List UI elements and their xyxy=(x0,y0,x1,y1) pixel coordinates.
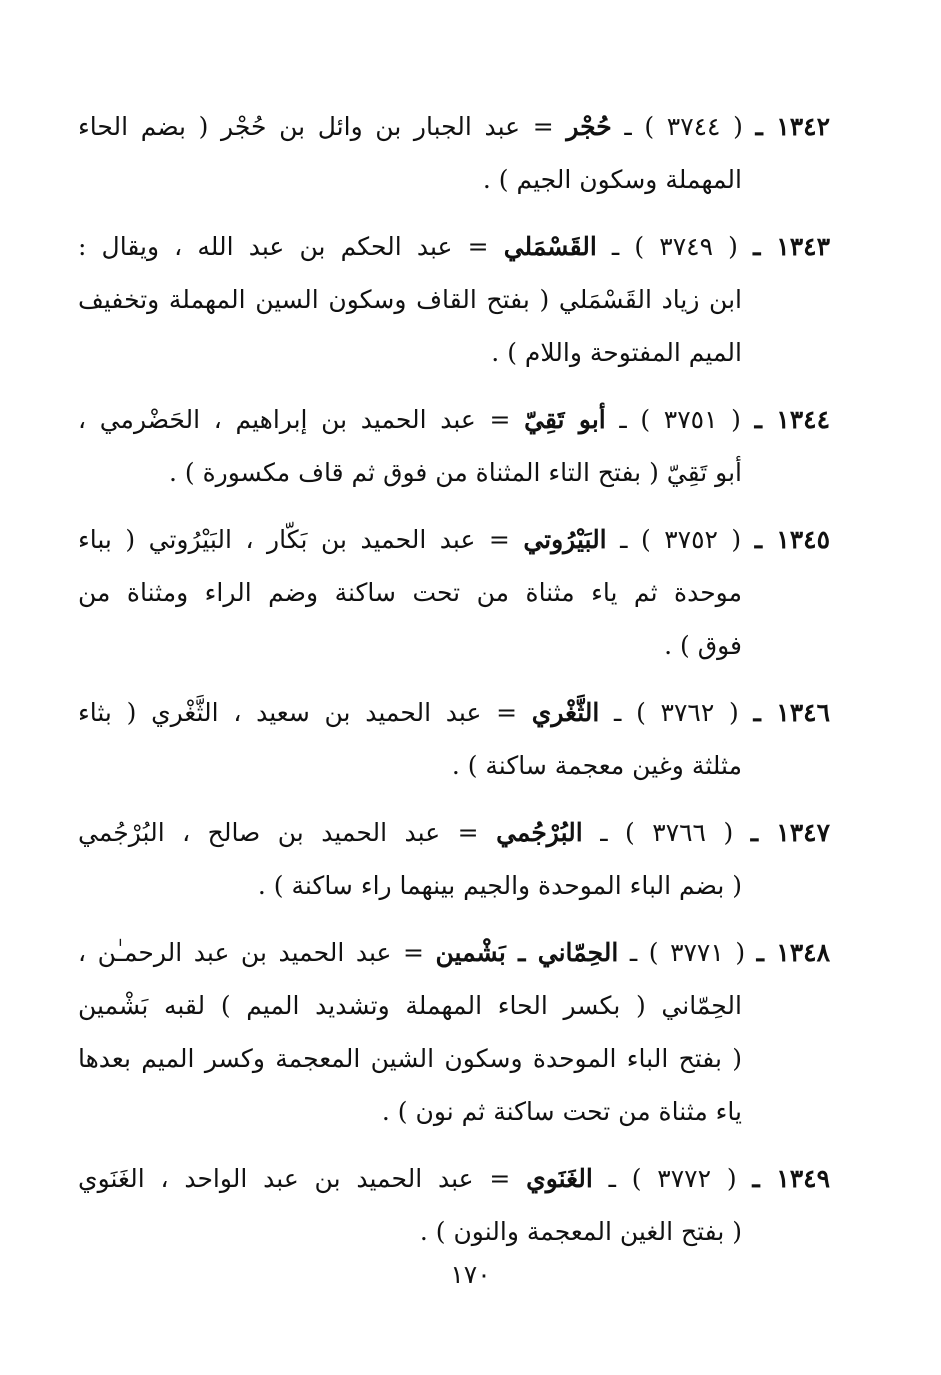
entry-1349 xyxy=(78,1152,830,1258)
entry-text: = عبد الحميد بن بَكّار ، البَيْرُوتي ( بباء xyxy=(78,525,524,554)
entry-first-line xyxy=(78,926,830,979)
entry-text: = عبد الحميد بن سعيد ، الثَّغْري ( بثاء xyxy=(78,698,532,727)
entry-reference: ( ٣٧٦٦ ) ـ xyxy=(582,818,751,847)
entry-reference: ( ٣٧٥١ ) ـ xyxy=(605,405,755,434)
entry-title: حُجْر xyxy=(566,112,612,141)
entry-continuation: الحِمّاني ( بكسر الحاء المهملة وتشديد الميم ) لقبه بَشْمين xyxy=(78,991,742,1020)
entry-1346 xyxy=(78,686,830,792)
entry-number: ١٣٤٢ ـ xyxy=(755,112,830,141)
entry-continuation: فوق ) . xyxy=(664,631,742,660)
entry-number: ١٣٤٦ ـ xyxy=(753,698,830,727)
entry-reference: ( ٣٧٤٤ ) ـ xyxy=(611,112,756,141)
page-number: ١٧٠ xyxy=(450,1260,491,1289)
entry-reference: ( ٣٧٤٩ ) ـ xyxy=(596,232,754,261)
entry-title: الثَّغْري xyxy=(531,698,600,727)
entry-continuation: الميم المفتوحة واللام ) . xyxy=(491,338,742,367)
entry-number: ١٣٤٤ ـ xyxy=(754,405,831,434)
entry-title: الغَنَوي xyxy=(526,1164,593,1193)
entry-title: القَسْمَلي xyxy=(503,232,597,261)
entry-title: أبو تَقِيّ xyxy=(524,405,606,434)
entry-first-line xyxy=(78,393,830,446)
entry-reference: ( ٣٧٧١ ) ـ xyxy=(618,938,757,967)
entry-first-line xyxy=(78,686,830,739)
entry-1344 xyxy=(78,393,830,499)
entry-title: الحِمّاني ـ بَشْمين xyxy=(435,938,619,967)
entry-number: ١٣٤٩ ـ xyxy=(752,1164,830,1193)
entry-1342 xyxy=(78,100,830,206)
entry-first-line xyxy=(78,1152,830,1205)
entry-number: ١٣٤٥ ـ xyxy=(754,525,831,554)
entry-continuation: ( بضم الباء الموحدة والجيم بينهما راء ساكنة ) . xyxy=(257,871,742,900)
entry-continuation: ابن زياد القَسْمَلي ( بفتح القاف وسكون السين المهملة وتخفيف xyxy=(78,285,742,314)
entry-continuation: أبو تَقِيّ ( بفتح التاء المثناة من فوق ثم قاف مكسورة ) . xyxy=(168,458,742,487)
entry-first-line xyxy=(78,513,830,566)
entry-text: = عبد الحميد بن صالح ، البُرْجُمي xyxy=(78,818,497,847)
entries-list xyxy=(78,100,830,1272)
entry-text: = عبد الحميد بن عبد الرحمـٰن ، xyxy=(78,938,436,967)
entry-continuation: ( بفتح الغين المعجمة والنون ) . xyxy=(419,1217,742,1246)
entry-continuation: موحدة ثم ياء مثناة من تحت ساكنة وضم الراء ومثناة من xyxy=(78,578,742,607)
entry-number: ١٣٤٣ ـ xyxy=(753,232,831,261)
entry-1348 xyxy=(78,926,830,1138)
entry-reference: ( ٣٧٥٢ ) ـ xyxy=(606,525,755,554)
entry-1343 xyxy=(78,220,830,379)
entry-first-line xyxy=(78,806,830,859)
entry-text: = عبد الحميد بن عبد الواحد ، الغَنَوي xyxy=(78,1164,527,1193)
entry-continuation: المهملة وسكون الجيم ) . xyxy=(482,165,742,194)
entry-first-line xyxy=(78,220,830,273)
entry-continuation: مثلثة وغين معجمة ساكنة ) . xyxy=(451,751,742,780)
entry-title: البُرْجُمي xyxy=(496,818,583,847)
entry-continuation: ياء مثناة من تحت ساكنة ثم نون ) . xyxy=(381,1097,742,1126)
entry-1347 xyxy=(78,806,830,912)
entry-number: ١٣٤٧ ـ xyxy=(750,818,831,847)
entry-text: = عبد الحميد بن إبراهيم ، الحَضْرمي ، xyxy=(78,405,525,434)
entry-text: = عبد الجبار بن وائل بن حُجْر ( بضم الحاء xyxy=(78,112,567,141)
entry-first-line xyxy=(78,100,830,153)
entry-reference: ( ٣٧٧٢ ) ـ xyxy=(592,1164,753,1193)
entry-number: ١٣٤٨ ـ xyxy=(756,938,831,967)
entry-text: = عبد الحكم بن عبد الله ، ويقال : xyxy=(78,232,504,261)
entry-title: البَيْرُوتي xyxy=(523,525,607,554)
entry-reference: ( ٣٧٦٢ ) ـ xyxy=(599,698,754,727)
entry-continuation: ( بفتح الباء الموحدة وسكون الشين المعجمة وكسر الميم بعدها xyxy=(78,1044,742,1073)
entry-1345 xyxy=(78,513,830,672)
